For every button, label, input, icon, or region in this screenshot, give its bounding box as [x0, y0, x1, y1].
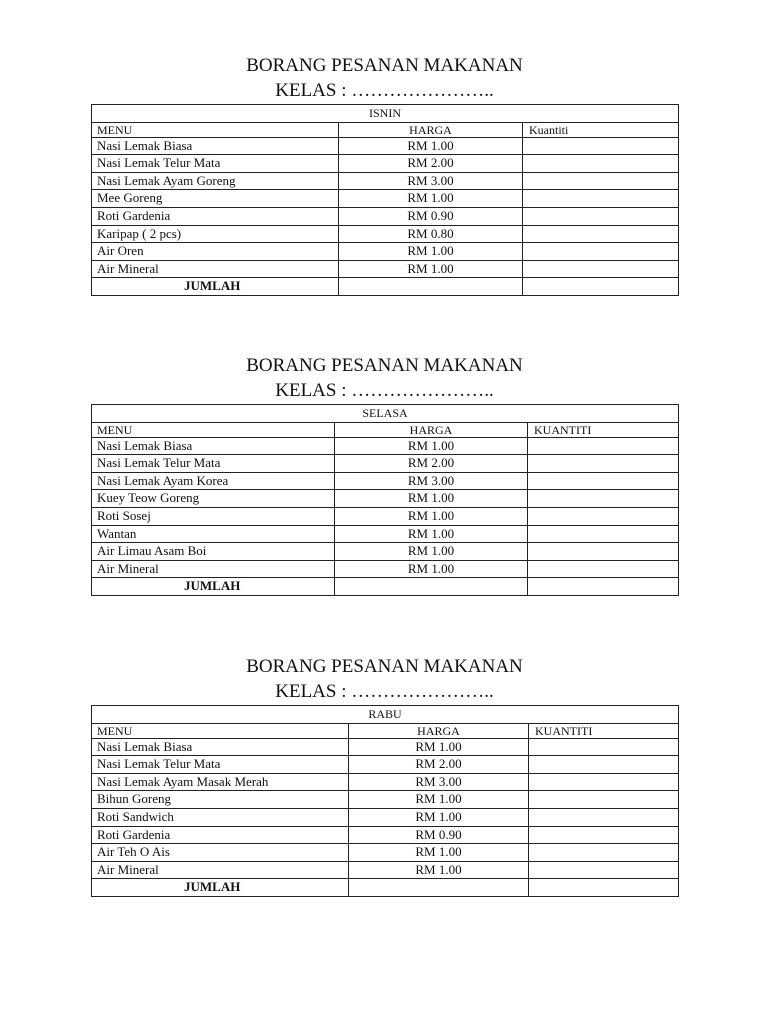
total-label: JUMLAH	[92, 879, 349, 897]
price: RM 2.00	[349, 756, 529, 774]
table-row	[92, 260, 679, 278]
harga-header: HARGA	[335, 422, 528, 437]
price: RM 1.00	[339, 190, 523, 208]
quantity-cell[interactable]	[529, 861, 679, 879]
price: RM 1.00	[349, 738, 529, 756]
kuantiti-header: KUANTITI	[529, 723, 679, 738]
quantity-cell[interactable]	[523, 190, 679, 208]
kelas-field: KELAS : …………………..	[275, 380, 494, 401]
total-price-cell[interactable]	[339, 278, 523, 296]
table-row	[92, 861, 679, 879]
quantity-cell[interactable]	[529, 826, 679, 844]
table-row	[92, 560, 679, 578]
table-row	[92, 507, 679, 525]
menu-header: MENU	[92, 122, 339, 137]
day-row	[92, 105, 679, 123]
total-row	[92, 578, 679, 596]
price: RM 3.00	[335, 472, 528, 490]
price: RM 1.00	[335, 525, 528, 543]
total-row	[92, 879, 679, 897]
table-row	[92, 738, 679, 756]
harga-header: HARGA	[339, 122, 523, 137]
menu-item: Roti Sandwich	[92, 808, 349, 826]
order-form-isnin	[91, 53, 678, 296]
quantity-cell[interactable]	[528, 560, 679, 578]
quantity-cell[interactable]	[528, 525, 679, 543]
menu-item: Nasi Lemak Biasa	[92, 738, 349, 756]
price: RM 1.00	[335, 560, 528, 578]
order-table	[91, 404, 679, 596]
menu-item: Karipap ( 2 pcs)	[92, 225, 339, 243]
menu-item: Air Oren	[92, 243, 339, 261]
table-row	[92, 455, 679, 473]
price: RM 2.00	[339, 155, 523, 173]
day-row	[92, 405, 679, 423]
menu-item: Mee Goreng	[92, 190, 339, 208]
quantity-cell[interactable]	[529, 808, 679, 826]
menu-item: Nasi Lemak Ayam Goreng	[92, 172, 339, 190]
table-row	[92, 190, 679, 208]
menu-item: Wantan	[92, 525, 335, 543]
price: RM 3.00	[339, 172, 523, 190]
table-row	[92, 155, 679, 173]
table-row	[92, 808, 679, 826]
quantity-cell[interactable]	[523, 172, 679, 190]
day-row	[92, 706, 679, 724]
form-title: BORANG PESANAN MAKANAN	[246, 55, 523, 76]
menu-item: Roti Gardenia	[92, 207, 339, 225]
table-row	[92, 207, 679, 225]
day-label: SELASA	[92, 405, 679, 423]
menu-item: Roti Gardenia	[92, 826, 349, 844]
menu-item: Nasi Lemak Telur Mata	[92, 756, 349, 774]
price: RM 0.80	[339, 225, 523, 243]
quantity-cell[interactable]	[528, 455, 679, 473]
quantity-cell[interactable]	[529, 738, 679, 756]
quantity-cell[interactable]	[528, 490, 679, 508]
table-row	[92, 490, 679, 508]
price: RM 1.00	[335, 507, 528, 525]
table-row	[92, 243, 679, 261]
total-label: JUMLAH	[92, 278, 339, 296]
menu-item: Air Teh O Ais	[92, 844, 349, 862]
total-price-cell[interactable]	[349, 879, 529, 897]
quantity-cell[interactable]	[529, 773, 679, 791]
order-form-selasa	[91, 353, 678, 596]
table-row	[92, 773, 679, 791]
price: RM 1.00	[349, 844, 529, 862]
menu-item: Kuey Teow Goreng	[92, 490, 335, 508]
table-row	[92, 472, 679, 490]
table-row	[92, 543, 679, 561]
price: RM 1.00	[349, 808, 529, 826]
price: RM 1.00	[339, 137, 523, 155]
menu-header: MENU	[92, 723, 349, 738]
price: RM 1.00	[335, 490, 528, 508]
price: RM 1.00	[349, 861, 529, 879]
table-row	[92, 525, 679, 543]
table-row	[92, 172, 679, 190]
quantity-cell[interactable]	[528, 507, 679, 525]
menu-item: Nasi Lemak Telur Mata	[92, 155, 339, 173]
total-price-cell[interactable]	[335, 578, 528, 596]
menu-item: Nasi Lemak Telur Mata	[92, 455, 335, 473]
price: RM 0.90	[339, 207, 523, 225]
menu-item: Air Mineral	[92, 560, 335, 578]
menu-item: Bihun Goreng	[92, 791, 349, 809]
menu-item: Air Limau Asam Boi	[92, 543, 335, 561]
table-row	[92, 791, 679, 809]
quantity-cell[interactable]	[528, 543, 679, 561]
quantity-cell[interactable]	[523, 260, 679, 278]
menu-item: Roti Sosej	[92, 507, 335, 525]
kelas-field: KELAS : …………………..	[275, 681, 494, 702]
quantity-cell[interactable]	[528, 472, 679, 490]
order-table	[91, 104, 679, 296]
menu-item: Nasi Lemak Ayam Korea	[92, 472, 335, 490]
price: RM 2.00	[335, 455, 528, 473]
quantity-cell[interactable]	[529, 756, 679, 774]
form-title: BORANG PESANAN MAKANAN	[246, 656, 523, 677]
quantity-cell[interactable]	[528, 437, 679, 455]
kuantiti-header: Kuantiti	[523, 122, 679, 137]
quantity-cell[interactable]	[523, 207, 679, 225]
order-table	[91, 705, 679, 897]
total-quantity-cell[interactable]	[528, 578, 679, 596]
menu-item: Air Mineral	[92, 260, 339, 278]
header-row	[92, 422, 679, 437]
table-row	[92, 137, 679, 155]
price: RM 1.00	[339, 260, 523, 278]
menu-item: Nasi Lemak Biasa	[92, 437, 335, 455]
total-quantity-cell[interactable]	[523, 278, 679, 296]
quantity-cell[interactable]	[523, 243, 679, 261]
order-form-rabu	[91, 654, 678, 897]
price: RM 1.00	[339, 243, 523, 261]
price: RM 0.90	[349, 826, 529, 844]
table-row	[92, 225, 679, 243]
total-label: JUMLAH	[92, 578, 335, 596]
price: RM 3.00	[349, 773, 529, 791]
kelas-field: KELAS : …………………..	[275, 80, 494, 101]
kuantiti-header: KUANTITI	[528, 422, 679, 437]
header-row	[92, 122, 679, 137]
quantity-cell[interactable]	[523, 225, 679, 243]
price: RM 1.00	[349, 791, 529, 809]
quantity-cell[interactable]	[529, 844, 679, 862]
day-label: ISNIN	[92, 105, 679, 123]
menu-item: Air Mineral	[92, 861, 349, 879]
menu-item: Nasi Lemak Biasa	[92, 137, 339, 155]
total-quantity-cell[interactable]	[529, 879, 679, 897]
quantity-cell[interactable]	[523, 155, 679, 173]
header-row	[92, 723, 679, 738]
quantity-cell[interactable]	[529, 791, 679, 809]
quantity-cell[interactable]	[523, 137, 679, 155]
table-row	[92, 844, 679, 862]
total-row	[92, 278, 679, 296]
form-title: BORANG PESANAN MAKANAN	[246, 355, 523, 376]
menu-item: Nasi Lemak Ayam Masak Merah	[92, 773, 349, 791]
day-label: RABU	[92, 706, 679, 724]
harga-header: HARGA	[349, 723, 529, 738]
table-row	[92, 437, 679, 455]
price: RM 1.00	[335, 437, 528, 455]
table-row	[92, 756, 679, 774]
table-row	[92, 826, 679, 844]
menu-header: MENU	[92, 422, 335, 437]
price: RM 1.00	[335, 543, 528, 561]
